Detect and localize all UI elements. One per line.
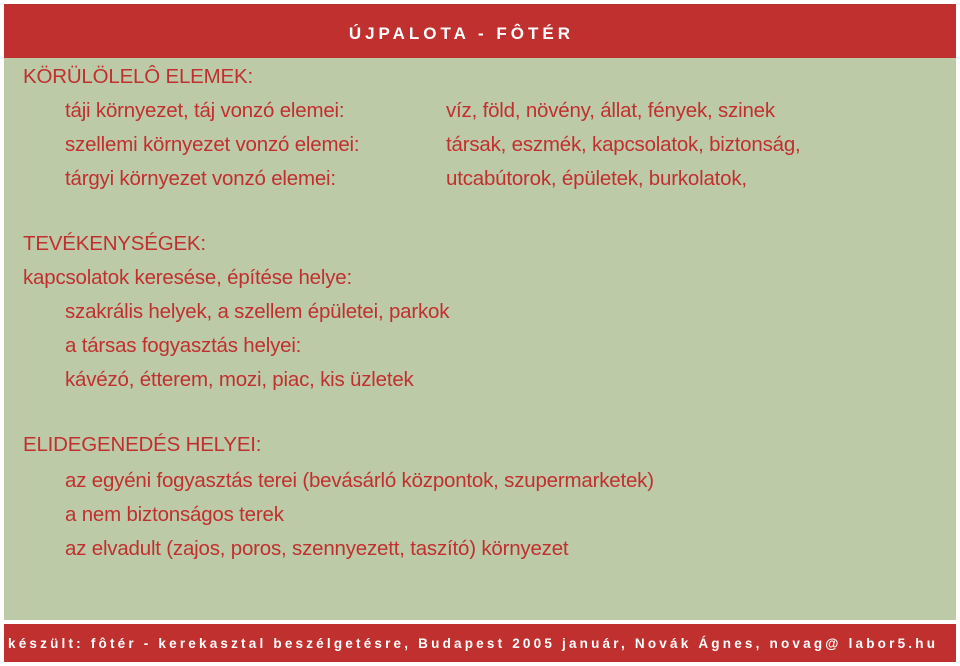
- surroundings-row-3-value: utcabútorok, épületek, burkolatok,: [446, 167, 747, 190]
- activities-line-2: a társas fogyasztás helyei:: [65, 334, 302, 357]
- alienation-line-3: az elvadult (zajos, poros, szennyezett, taszító) környezet: [65, 537, 569, 560]
- alienation-heading: ELIDEGENEDÉS HELYEI:: [23, 433, 262, 456]
- activities-subheading: kapcsolatok keresése, építése helye:: [23, 266, 352, 289]
- surroundings-row-2-value: társak, eszmék, kapcsolatok, biztonság,: [446, 133, 801, 156]
- content-panel: [4, 58, 956, 620]
- activities-line-3: kávézó, étterem, mozi, piac, kis üzletek: [65, 368, 414, 391]
- alienation-line-1: az egyéni fogyasztás terei (bevásárló központok, szupermarketek): [65, 469, 654, 492]
- surroundings-row-2-label: szellemi környezet vonzó elemei:: [65, 133, 360, 156]
- surroundings-row-3-label: tárgyi környezet vonzó elemei:: [65, 167, 336, 190]
- footer-credits: készült: fôtér - kerekasztal beszélgetésre, Budapest 2005 január, Novák Ágnes, novag@ labor5.hu: [8, 636, 939, 651]
- activities-line-1: szakrális helyek, a szellem épületei, parkok: [65, 300, 450, 323]
- surroundings-row-1-value: víz, föld, növény, állat, fények, szinek: [446, 99, 775, 122]
- alienation-line-2: a nem biztonságos terek: [65, 503, 284, 526]
- header-title: ÚJPALOTA - FÔTÉR: [348, 24, 574, 43]
- header-bar: [4, 4, 956, 58]
- surroundings-row-1-label: táji környezet, táj vonzó elemei:: [65, 99, 345, 122]
- footer-bar: [4, 624, 956, 662]
- surroundings-heading: KÖRÜLÖLELÔ ELEMEK:: [23, 65, 253, 88]
- activities-heading: TEVÉKENYSÉGEK:: [23, 232, 206, 255]
